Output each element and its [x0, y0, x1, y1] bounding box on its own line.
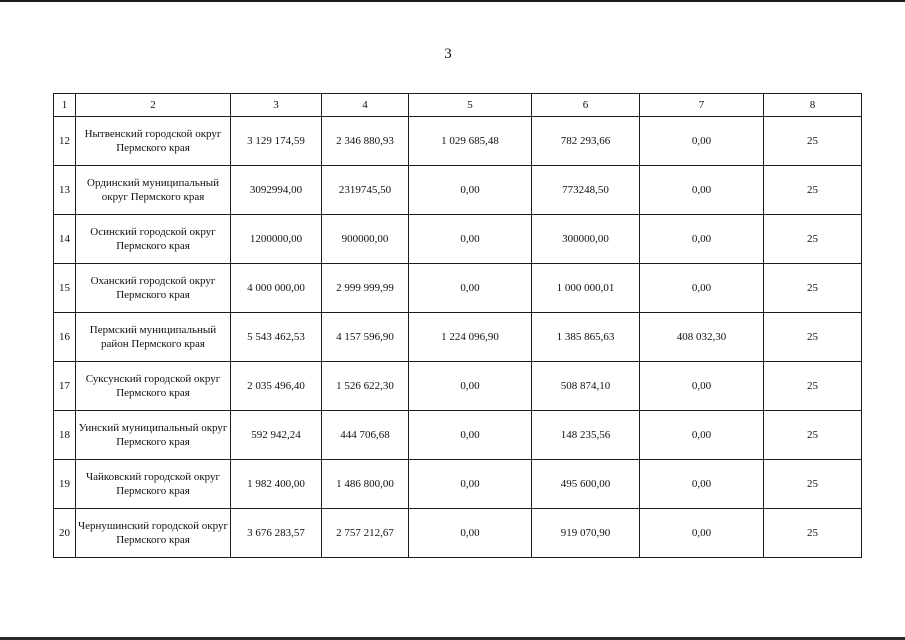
table-row [54, 215, 862, 264]
table-cell: 25 [764, 411, 862, 460]
table-cell: 25 [764, 313, 862, 362]
table-cell: 2319745,50 [322, 166, 409, 215]
table-cell: 782 293,66 [532, 117, 640, 166]
column-header: 5 [409, 94, 532, 117]
table-header-row [54, 94, 862, 117]
page-number: 3 [444, 46, 452, 62]
table-cell: 0,00 [409, 215, 532, 264]
column-header: 3 [231, 94, 322, 117]
table-cell: 3092994,00 [231, 166, 322, 215]
table-cell: 0,00 [640, 117, 764, 166]
table-cell: 25 [764, 215, 862, 264]
table-cell: 408 032,30 [640, 313, 764, 362]
table-cell: 25 [764, 362, 862, 411]
table-cell: 900000,00 [322, 215, 409, 264]
table-row [54, 509, 862, 558]
table-cell: 444 706,68 [322, 411, 409, 460]
table-cell: 508 874,10 [532, 362, 640, 411]
column-header: 1 [54, 94, 76, 117]
table-cell: 919 070,90 [532, 509, 640, 558]
table-cell: 25 [764, 509, 862, 558]
table-cell: 2 757 212,67 [322, 509, 409, 558]
table-row [54, 411, 862, 460]
table-cell: 592 942,24 [231, 411, 322, 460]
municipality-name: Нытвенский городской округ Пермского края [76, 117, 231, 166]
row-number: 14 [54, 215, 76, 264]
table-cell: 1 982 400,00 [231, 460, 322, 509]
municipality-name: Оханский городской округ Пермского края [76, 264, 231, 313]
municipality-name: Чернушинский городской округ Пермского края [76, 509, 231, 558]
municipality-name: Чайковский городской округ Пермского края [76, 460, 231, 509]
table-cell: 25 [764, 460, 862, 509]
table-cell: 3 676 283,57 [231, 509, 322, 558]
table-cell: 2 035 496,40 [231, 362, 322, 411]
table-row [54, 264, 862, 313]
table-cell: 1 385 865,63 [532, 313, 640, 362]
table-cell: 0,00 [409, 264, 532, 313]
table-cell: 495 600,00 [532, 460, 640, 509]
table-cell: 4 157 596,90 [322, 313, 409, 362]
row-number: 15 [54, 264, 76, 313]
table-cell: 2 999 999,99 [322, 264, 409, 313]
municipality-name: Ординский муниципальный округ Пермского края [76, 166, 231, 215]
municipality-name: Осинский городской округ Пермского края [76, 215, 231, 264]
row-number: 16 [54, 313, 76, 362]
municipality-name: Суксунский городской округ Пермского края [76, 362, 231, 411]
table-cell: 0,00 [640, 166, 764, 215]
row-number: 19 [54, 460, 76, 509]
table-row [54, 362, 862, 411]
table-cell: 1 029 685,48 [409, 117, 532, 166]
municipality-name: Уинский муниципальный округ Пермского края [76, 411, 231, 460]
data-table [53, 93, 862, 558]
table-cell: 2 346 880,93 [322, 117, 409, 166]
column-header: 6 [532, 94, 640, 117]
table-cell: 0,00 [640, 460, 764, 509]
table-row [54, 117, 862, 166]
column-header: 4 [322, 94, 409, 117]
column-header: 8 [764, 94, 862, 117]
row-number: 13 [54, 166, 76, 215]
table-cell: 148 235,56 [532, 411, 640, 460]
table-cell: 3 129 174,59 [231, 117, 322, 166]
table-cell: 300000,00 [532, 215, 640, 264]
row-number: 17 [54, 362, 76, 411]
column-header: 2 [76, 94, 231, 117]
table-cell: 0,00 [640, 362, 764, 411]
table-cell: 0,00 [409, 411, 532, 460]
table-cell: 1 000 000,01 [532, 264, 640, 313]
table-cell: 5 543 462,53 [231, 313, 322, 362]
table-row [54, 166, 862, 215]
table-cell: 1 526 622,30 [322, 362, 409, 411]
table-cell: 1 224 096,90 [409, 313, 532, 362]
table-cell: 0,00 [640, 264, 764, 313]
row-number: 20 [54, 509, 76, 558]
table-cell: 0,00 [409, 362, 532, 411]
row-number: 12 [54, 117, 76, 166]
table-cell: 0,00 [640, 509, 764, 558]
municipality-name: Пермский муниципальный район Пермского края [76, 313, 231, 362]
row-number: 18 [54, 411, 76, 460]
table-cell: 25 [764, 166, 862, 215]
table-cell: 0,00 [640, 215, 764, 264]
scan-border-top [0, 0, 905, 2]
column-header: 7 [640, 94, 764, 117]
table-cell: 773248,50 [532, 166, 640, 215]
table-cell: 0,00 [640, 411, 764, 460]
table-cell: 0,00 [409, 460, 532, 509]
table-cell: 1200000,00 [231, 215, 322, 264]
table-row [54, 313, 862, 362]
table-cell: 25 [764, 264, 862, 313]
table-cell: 25 [764, 117, 862, 166]
table-cell: 0,00 [409, 166, 532, 215]
table-row [54, 460, 862, 509]
table-cell: 1 486 800,00 [322, 460, 409, 509]
table-cell: 4 000 000,00 [231, 264, 322, 313]
table-cell: 0,00 [409, 509, 532, 558]
